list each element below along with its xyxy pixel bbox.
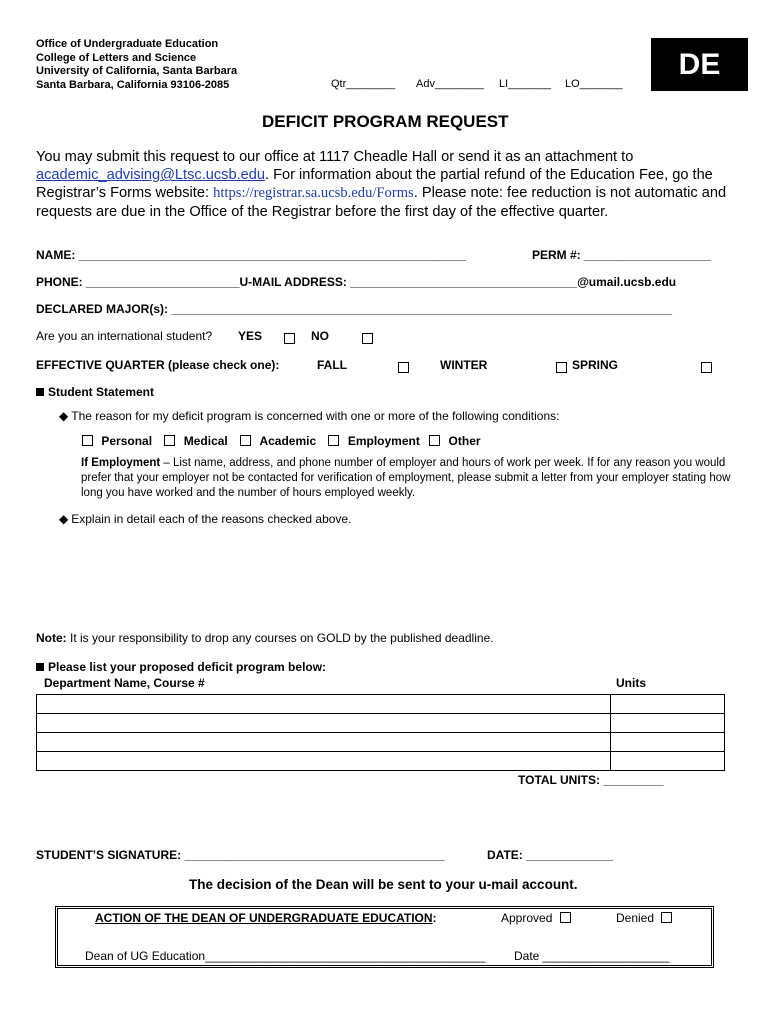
personal-label: Personal bbox=[101, 434, 153, 448]
office-use-adv[interactable]: Adv________ bbox=[416, 78, 484, 90]
condition-options bbox=[82, 434, 481, 448]
course-cell[interactable] bbox=[37, 752, 611, 771]
declared-major-field[interactable]: DECLARED MAJOR(s): ___________________________________________________________________________ bbox=[36, 302, 672, 316]
student-statement-heading bbox=[36, 385, 154, 399]
diamond-bullet-icon: ◆ bbox=[59, 409, 69, 423]
units-cell[interactable] bbox=[611, 695, 725, 714]
employment-instructions-label: If Employment bbox=[81, 457, 161, 469]
course-column-header: Department Name, Course # bbox=[44, 676, 205, 690]
total-units[interactable]: TOTAL UNITS: _________ bbox=[518, 773, 664, 787]
personal-checkbox[interactable] bbox=[82, 435, 93, 446]
spring-label: SPRING bbox=[572, 358, 619, 372]
dean-action-heading bbox=[95, 911, 437, 925]
approved-checkbox[interactable] bbox=[560, 912, 571, 923]
intro-text: You may submit this request to our office at 1117 Cheadle Hall or send it as an attachment to bbox=[36, 149, 634, 165]
no-label: NO bbox=[311, 329, 329, 343]
course-cell[interactable] bbox=[37, 714, 611, 733]
address-line: Santa Barbara, California 93106-2085 bbox=[36, 78, 230, 91]
international-question: Are you an international student? bbox=[36, 329, 213, 343]
dean-action-label: ACTION OF THE DEAN OF UNDERGRADUATE EDUCATION bbox=[95, 911, 433, 925]
gold-drop-note bbox=[36, 631, 494, 645]
yes-label: YES bbox=[238, 329, 263, 343]
dean-signature-line[interactable]: Dean of UG Education__________________________________________ bbox=[85, 949, 486, 963]
course-cell[interactable] bbox=[37, 733, 611, 752]
square-bullet-icon bbox=[36, 388, 44, 396]
winter-checkbox[interactable] bbox=[556, 362, 567, 373]
program-heading bbox=[36, 660, 326, 674]
perm-field[interactable]: PERM #: ___________________ bbox=[532, 248, 711, 262]
registrar-forms-link[interactable]: https://registrar.sa.ucsb.edu/Forms bbox=[213, 185, 414, 202]
approved-option bbox=[501, 911, 571, 925]
de-badge: DE bbox=[651, 38, 748, 91]
table-row bbox=[37, 752, 725, 771]
academic-checkbox[interactable] bbox=[240, 435, 251, 446]
employment-instructions bbox=[81, 456, 741, 501]
note-label: Note: bbox=[36, 631, 67, 645]
medical-label: Medical bbox=[183, 434, 228, 448]
note-text: It is your responsibility to drop any courses on GOLD by the published deadline. bbox=[66, 631, 494, 645]
office-use-lo[interactable]: LO_______ bbox=[565, 78, 623, 90]
student-statement-label: Student Statement bbox=[48, 385, 155, 399]
quarter-label: EFFECTIVE QUARTER (please check one): bbox=[36, 358, 280, 372]
units-cell[interactable] bbox=[611, 752, 725, 771]
explain-text: Explain in detail each of the reasons checked above. bbox=[71, 512, 352, 526]
academic-label: Academic bbox=[259, 434, 317, 448]
employment-label: Employment bbox=[347, 434, 420, 448]
denied-label: Denied bbox=[616, 911, 655, 925]
student-signature-line[interactable]: STUDENT’S SIGNATURE: _______________________________________ bbox=[36, 848, 445, 862]
intro-text: . For information about the partial refund of the Education Fee, go the Registrar’s Forms website: bbox=[36, 167, 713, 202]
course-table bbox=[36, 694, 725, 771]
fall-label: FALL bbox=[317, 358, 347, 372]
course-cell[interactable] bbox=[37, 695, 611, 714]
decision-note: The decision of the Dean will be sent to your u-mail account. bbox=[189, 877, 578, 892]
fall-checkbox[interactable] bbox=[398, 362, 409, 373]
other-checkbox[interactable] bbox=[429, 435, 440, 446]
units-cell[interactable] bbox=[611, 733, 725, 752]
table-row bbox=[37, 733, 725, 752]
dean-date-line[interactable]: Date ___________________ bbox=[514, 949, 670, 963]
employment-checkbox[interactable] bbox=[328, 435, 339, 446]
table-row bbox=[37, 714, 725, 733]
spring-checkbox[interactable] bbox=[701, 362, 712, 373]
address-line: University of California, Santa Barbara bbox=[36, 65, 238, 77]
program-heading-text: Please list your proposed deficit program below: bbox=[48, 660, 327, 674]
office-use-li[interactable]: LI_______ bbox=[499, 78, 551, 90]
explanation-area[interactable] bbox=[59, 532, 739, 622]
yes-checkbox[interactable] bbox=[284, 333, 295, 344]
intro-text: . Please note: fee reduction is not automatic and requests are due in the Office of the Registrar before the first day of the effective quarter. bbox=[36, 185, 727, 220]
winter-label: WINTER bbox=[440, 358, 488, 372]
name-field[interactable]: NAME: __________________________________________________________ bbox=[36, 248, 466, 262]
table-row bbox=[37, 695, 725, 714]
reason-text: The reason for my deficit program is concerned with one or more of the following conditions: bbox=[71, 409, 560, 423]
units-cell[interactable] bbox=[611, 714, 725, 733]
diamond-bullet-icon: ◆ bbox=[59, 512, 69, 526]
address-line: Office of Undergraduate Education bbox=[36, 38, 219, 50]
approved-label: Approved bbox=[501, 911, 553, 925]
phone-umail-field[interactable]: PHONE: _______________________U-MAIL ADDRESS: __________________________________@umail.ucsb.edu bbox=[36, 275, 677, 289]
explain-line bbox=[59, 512, 351, 526]
square-bullet-icon bbox=[36, 663, 44, 671]
office-address bbox=[36, 38, 237, 92]
intro-paragraph bbox=[36, 148, 751, 221]
other-label: Other bbox=[448, 434, 481, 448]
form-title: DEFICIT PROGRAM REQUEST bbox=[262, 112, 509, 131]
denied-checkbox[interactable] bbox=[661, 912, 672, 923]
signature-date-line[interactable]: DATE: _____________ bbox=[487, 848, 613, 862]
employment-instructions-text: – List name, address, and phone number of employer and hours of work per week. If for any reason you would prefer that your employer not be contacted for verification of employment, please submit a letter from your employer stating how long you have worked and the number of hours employed weekly. bbox=[81, 457, 731, 499]
denied-option bbox=[616, 911, 672, 925]
advising-email-link[interactable]: academic_advising@Ltsc.ucsb.edu bbox=[36, 167, 265, 184]
dean-action-colon: : bbox=[432, 911, 437, 925]
reason-line bbox=[59, 409, 559, 423]
office-use-qtr[interactable]: Qtr________ bbox=[331, 78, 396, 90]
units-column-header: Units bbox=[616, 676, 646, 690]
no-checkbox[interactable] bbox=[362, 333, 373, 344]
medical-checkbox[interactable] bbox=[164, 435, 175, 446]
address-line: College of Letters and Science bbox=[36, 51, 197, 64]
